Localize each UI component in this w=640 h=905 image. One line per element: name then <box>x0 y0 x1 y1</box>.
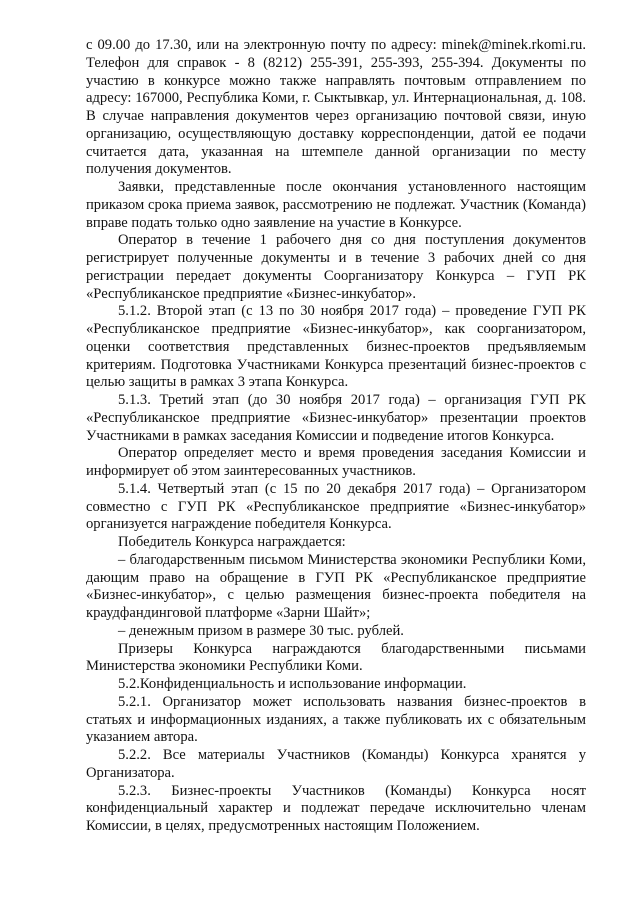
paragraph-operator-registration: Оператор в течение 1 рабочего дня со дня поступления документов регистрирует полученные документы и в течение 3 рабочих дней со дня регистрации передает документы Соорганизатору Конкурса – ГУП РК «Республиканское предприятие «Бизнес-инкубатор». <box>86 232 586 302</box>
paragraph-prize-winners: Призеры Конкурса награждаются благодарственными письмами Министерства экономики Республики Коми. <box>86 640 586 675</box>
paragraph-stage-4: 5.1.4. Четвертый этап (с 15 по 20 декабря 2017 года) – Организатором совместно с ГУП РК «Республиканское предприятие «Бизнес-инкубатор» организуется награждение победителя Конкурса. <box>86 480 586 533</box>
list-item-letter-of-thanks: – благодарственным письмом Министерства экономики Республики Коми, дающим право на обращение в ГУП РК «Республиканское предприятие «Бизнес-инкубатор», с целью размещения бизнес-проекта победителя на краудфандинговой платформе «Зарни Шайт»; <box>86 551 586 621</box>
section-heading-confidentiality: 5.2.Конфиденциальность и использование информации. <box>118 676 467 692</box>
paragraph-stage-2: 5.1.2. Второй этап (с 13 по 30 ноября 2017 года) – проведение ГУП РК «Республиканское предприятие «Бизнес-инкубатор», как соорганизатором, оценки соответствия представленных бизнес-проектов предъявляемым критериям. Подготовка Участниками Конкурса презентаций бизнес-проектов с целью защиты в рамках 3 этапа Конкурса. <box>86 303 586 391</box>
paragraph-stage-3: 5.1.3. Третий этап (до 30 ноября 2017 года) – организация ГУП РК «Республиканское предприятие «Бизнес-инкубатор» презентации проектов Участниками в рамках заседания Комиссии и подведение итогов Конкурса. <box>86 392 586 444</box>
list-item-cash-prize: – денежным призом в размере 30 тыс. рублей. <box>118 622 404 639</box>
paragraph-submission-contacts: с 09.00 до 17.30, или на электронную почту по адресу: minek@minek.rkomi.ru. Телефон для справок - 8 (8212) 255-391, 255-393, 255-394. Документы по участию в конкурсе можно также направлять почтовым отправлением по адресу: 167000, Республика Коми, г. Сыктывкар, ул. Интернациональная, д. 108. В случае направления документов через организацию почтовой связи, иную организацию, осуществляющую доставку корреспонденции, датой ее подачи считается дата, указанная на штемпеле данной организации по месту получения документов. <box>86 37 586 178</box>
paragraph-winner-awarded: Победитель Конкурса награждается: <box>118 534 346 550</box>
document-page <box>86 37 586 836</box>
paragraph-5-2-1: 5.2.1. Организатор может использовать названия бизнес-проектов в статьях и информационных изданиях, а также публиковать их с обязательным указанием автора. <box>86 693 586 746</box>
paragraph-5-2-2: 5.2.2. Все материалы Участников (Команды) Конкурса хранятся у Организатора. <box>86 747 586 781</box>
paragraph-late-applications: Заявки, представленные после окончания установленного настоящим приказом срока приема заявок, рассмотрению не подлежат. Участник (Команда) вправе подать только одно заявление на участие в Конкурсе. <box>86 179 586 231</box>
paragraph-5-2-3: 5.2.3. Бизнес-проекты Участников (Команды) Конкурса носят конфиденциальный характер и подлежат передаче исключительно членам Комиссии, в целях, предусмотренных настоящим Положением. <box>86 782 586 834</box>
paragraph-operator-meeting: Оператор определяет место и время проведения заседания Комиссии и информирует об этом заинтересованных участников. <box>86 445 586 479</box>
